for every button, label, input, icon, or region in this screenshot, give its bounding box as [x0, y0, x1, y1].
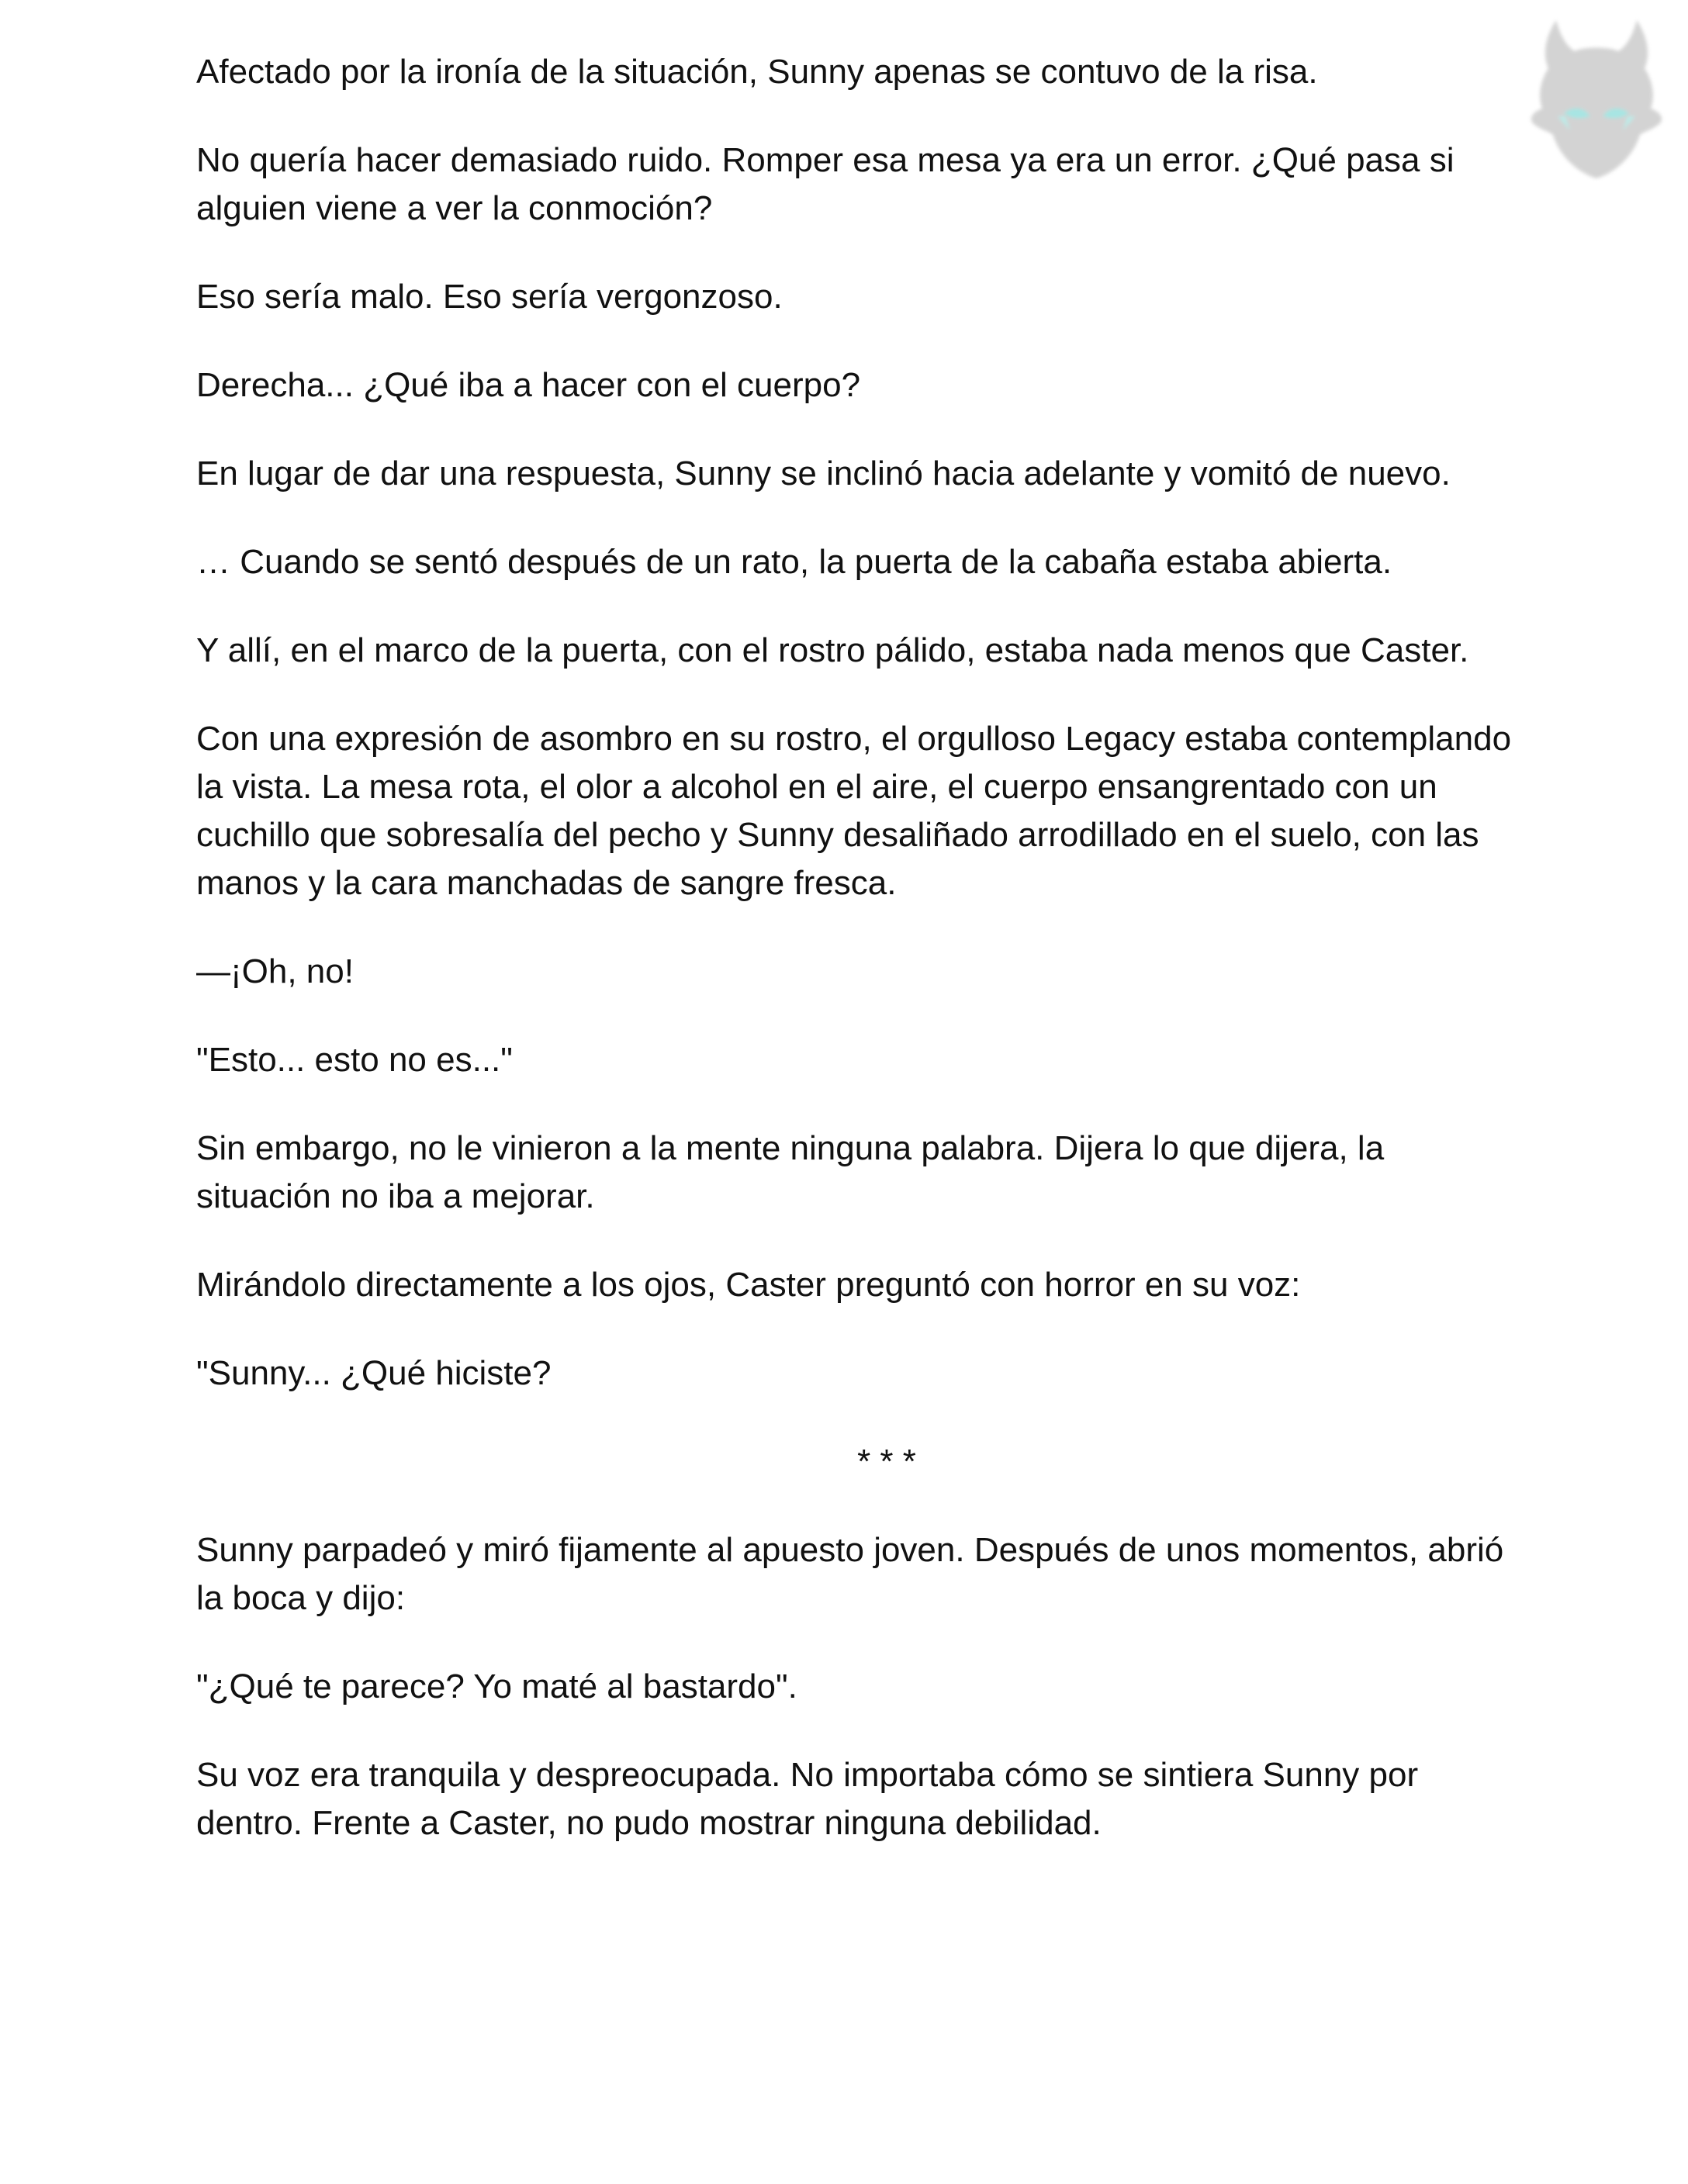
paragraph: Sunny parpadeó y miró fijamente al apuesto joven. Después de unos momentos, abrió la boca y dijo: [196, 1531, 1504, 1617]
paragraph: … Cuando se sentó después de un rato, la puerta de la cabaña estaba abierta. [196, 543, 1392, 581]
paragraph: No quería hacer demasiado ruido. Romper esa mesa ya era un error. ¿Qué pasa si alguien viene a ver la conmoción? [196, 141, 1455, 227]
paragraph: —¡Oh, no! [196, 952, 354, 990]
paragraph: "Esto... esto no es..." [196, 1041, 513, 1079]
paragraph: Con una expresión de asombro en su rostro, el orgulloso Legacy estaba contemplando la vista. La mesa rota, el olor a alcohol en el aire, el cuerpo ensangrentado con un cuchillo que sobresalía del pecho y Sunny desaliñado arrodillado en el suelo, con las manos y la cara manchadas de sangre fresca. [196, 720, 1512, 902]
paragraph: "Sunny... ¿Qué hiciste? [196, 1354, 552, 1392]
scene-separator: * * * [857, 1443, 916, 1481]
paragraph: Mirándolo directamente a los ojos, Caster preguntó con horror en su voz: [196, 1266, 1301, 1304]
text-column [196, 48, 1515, 1888]
paragraph: "¿Qué te parece? Yo maté al bastardo". [196, 1667, 797, 1705]
paragraph: Y allí, en el marco de la puerta, con el rostro pálido, estaba nada menos que Caster. [196, 631, 1469, 669]
watermark-logo [1527, 14, 1666, 185]
demon-head-icon [1527, 14, 1666, 185]
paragraph: Su voz era tranquila y despreocupada. No importaba cómo se sintiera Sunny por dentro. Frente a Caster, no pudo mostrar ninguna debilidad. [196, 1756, 1419, 1842]
paragraph: Derecha... ¿Qué iba a hacer con el cuerpo? [196, 366, 861, 404]
paragraph: Eso sería malo. Eso sería vergonzoso. [196, 278, 783, 316]
paragraph: Sin embargo, no le vinieron a la mente ninguna palabra. Dijera lo que dijera, la situación no iba a mejorar. [196, 1129, 1385, 1215]
paragraph: En lugar de dar una respuesta, Sunny se inclinó hacia adelante y vomitó de nuevo. [196, 454, 1451, 492]
paragraph: Afectado por la ironía de la situación, Sunny apenas se contuvo de la risa. [196, 53, 1318, 91]
